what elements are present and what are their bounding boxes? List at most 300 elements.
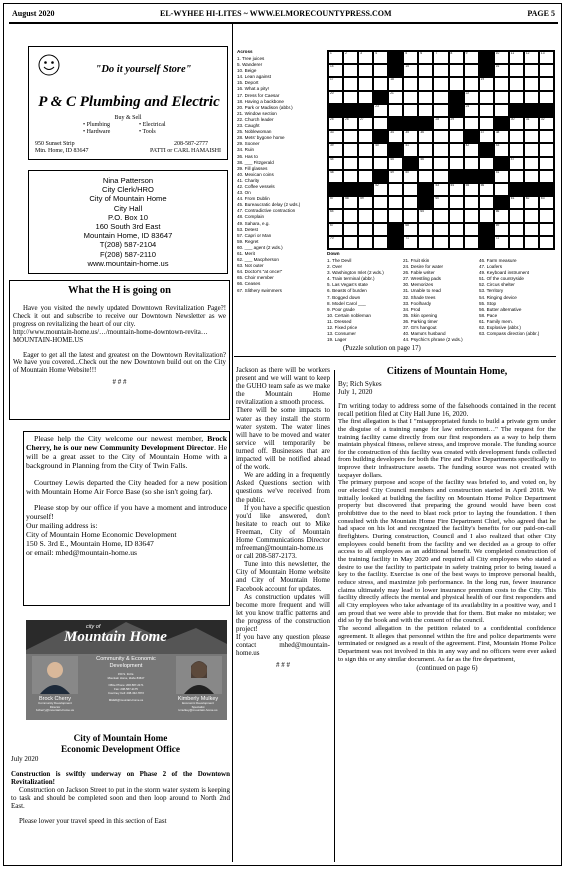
crossword-block <box>494 196 509 209</box>
ad-phone: 208-587-2777 <box>174 141 208 147</box>
crossword-cell[interactable] <box>539 223 554 236</box>
crossword-cell[interactable] <box>343 209 358 222</box>
crossword-cell[interactable] <box>509 64 524 77</box>
crossword-cell[interactable] <box>539 170 554 183</box>
card-cell: Courtney Cell: 208-432-7872 <box>108 691 144 695</box>
middle-para-4: If you have a specific question you'd like answered, don't hesitate to reach out to Mike Freeman, City of Mountain Home Communications Director mfreeman@mountain-home.us or call 208-587-2173. <box>236 503 330 561</box>
crossword-cell[interactable] <box>328 143 343 156</box>
crossword-cell[interactable] <box>403 91 418 104</box>
crossword-cell[interactable] <box>358 170 373 183</box>
crossword-block <box>373 130 388 143</box>
header-date: August 2020 <box>12 9 55 18</box>
crossword-cell[interactable] <box>373 209 388 222</box>
crossword-cell[interactable] <box>509 170 524 183</box>
crossword-cell[interactable] <box>509 143 524 156</box>
column-divider <box>232 24 233 862</box>
welcome-email: or email: mhed@mountain-home.us <box>26 547 138 557</box>
crossword-block <box>418 117 433 130</box>
clerk-fax: F(208) 587-2110 <box>99 249 156 259</box>
crossword-cell[interactable] <box>464 64 479 77</box>
crossword-cell[interactable] <box>343 64 358 77</box>
crossword-cell[interactable] <box>509 223 524 236</box>
citizens-para-1: I'm writing today to address some of the falsehoods contained in the recent recall petition filed at City Hall June 16, 2020. <box>338 402 556 419</box>
crossword-cell[interactable] <box>343 77 358 90</box>
crossword-cell[interactable] <box>373 196 388 209</box>
crossword-cell[interactable] <box>373 223 388 236</box>
cell-number: 31 <box>525 116 530 121</box>
crossword-cell[interactable] <box>479 104 494 117</box>
crossword-cell[interactable] <box>524 196 539 209</box>
middle-column-article <box>236 366 330 669</box>
crossword-cell[interactable] <box>418 77 433 90</box>
crossword-cell[interactable] <box>388 130 403 143</box>
cell-number: 39 <box>330 143 334 148</box>
crossword-cell[interactable] <box>464 51 479 64</box>
crossword-cell[interactable] <box>343 143 358 156</box>
crossword-cell[interactable] <box>449 117 464 130</box>
crossword-cell[interactable] <box>403 104 418 117</box>
crossword-cell[interactable] <box>524 143 539 156</box>
crossword-cell[interactable] <box>539 91 554 104</box>
crossword-cell[interactable] <box>418 209 433 222</box>
crossword-cell[interactable] <box>358 143 373 156</box>
citizens-title: Citizens of Mountain Home, <box>386 366 508 377</box>
crossword-cell[interactable] <box>373 143 388 156</box>
crossword-cell[interactable] <box>343 130 358 143</box>
crossword-cell[interactable] <box>418 91 433 104</box>
crossword-cell[interactable] <box>328 64 343 77</box>
crossword-cell[interactable] <box>433 209 448 222</box>
cell-number: 11 <box>510 51 515 55</box>
crossword-cell[interactable] <box>403 236 418 249</box>
crossword-cell[interactable] <box>403 183 418 196</box>
crossword-cell[interactable] <box>433 77 448 90</box>
crossword-cell[interactable] <box>524 51 539 64</box>
cell-number: 21 <box>390 90 394 95</box>
welcome-name-bold: Brock Cherry, he is our new Community Development Director <box>26 434 227 452</box>
crossword-cell[interactable] <box>358 51 373 64</box>
crossword-cell[interactable] <box>433 143 448 156</box>
card-logo-text: Mountain Home <box>64 629 167 645</box>
crossword-cell[interactable] <box>358 196 373 209</box>
clue-item: 27. Wrestling pads <box>403 276 441 282</box>
crossword-cell[interactable] <box>403 51 418 64</box>
cell-number: 10 <box>495 51 500 55</box>
crossword-cell[interactable] <box>358 157 373 170</box>
crossword-cell[interactable] <box>464 143 479 156</box>
card-left-person <box>26 696 84 713</box>
crossword-cell[interactable] <box>373 104 388 117</box>
across-title: Across <box>237 49 253 54</box>
crossword-cell[interactable] <box>388 170 403 183</box>
crossword-cell[interactable] <box>403 130 418 143</box>
clue-item: 60. ___ agent (2 wds.) <box>237 244 283 250</box>
crossword-block <box>509 104 524 117</box>
crossword-cell[interactable] <box>449 223 464 236</box>
crossword-block <box>479 236 494 249</box>
crossword-cell[interactable] <box>449 143 464 156</box>
crossword-cell[interactable] <box>509 91 524 104</box>
cell-number: 42 <box>465 143 470 148</box>
crossword-cell[interactable] <box>388 157 403 170</box>
crossword-cell[interactable] <box>388 183 403 196</box>
crossword-cell[interactable] <box>343 117 358 130</box>
card-left-email: bcherry@mountain-home.us <box>36 708 74 713</box>
crossword-cell[interactable] <box>433 170 448 183</box>
crossword-cell[interactable] <box>494 91 509 104</box>
crossword-cell[interactable] <box>464 236 479 249</box>
clue-item: 49. Keyboard instrument <box>479 270 530 276</box>
crossword-block <box>373 170 388 183</box>
crossword-cell[interactable] <box>358 209 373 222</box>
crossword-cell[interactable] <box>343 157 358 170</box>
crossword-cell[interactable] <box>539 157 554 170</box>
crossword-cell[interactable] <box>464 183 479 196</box>
crossword-cell[interactable] <box>358 130 373 143</box>
cell-number: 5 <box>405 51 408 55</box>
clue-item: 58. Pace <box>479 312 498 318</box>
ad-tagline: "Do it yourself Store" <box>95 64 192 75</box>
crossword-cell[interactable] <box>524 170 539 183</box>
crossword-cell[interactable] <box>373 157 388 170</box>
crossword-block <box>524 183 539 196</box>
card-dept-2: Development <box>109 663 143 669</box>
card-addr-2: Mountain Home, Idaho 83647 <box>107 676 145 680</box>
clue-item: 2. Over <box>327 264 343 270</box>
crossword-cell[interactable] <box>464 77 479 90</box>
crossword-cell[interactable] <box>479 183 494 196</box>
clue-item: 62. ___ Macpherson <box>237 257 279 263</box>
card-dept-1: Community & Economic <box>96 656 156 662</box>
crossword-cell[interactable] <box>494 170 509 183</box>
crossword-cell[interactable] <box>494 183 509 196</box>
clue-item: 1. The Devil <box>327 258 352 263</box>
crossword-block <box>358 104 373 117</box>
middle-para-2: There will be some impacts to water as they install the storm water system. The water lines will have to be moved and water service will temporarily be turned off. Businesses that are impacted will be notified ahead of the work. <box>236 406 330 472</box>
crossword-cell[interactable] <box>418 104 433 117</box>
clue-item: 47. Loafers <box>479 264 502 270</box>
crossword-cell[interactable] <box>524 130 539 143</box>
crossword-cell[interactable] <box>373 236 388 249</box>
economic-development-card <box>26 620 227 720</box>
downtown-link[interactable]: http://www.mountain-home.us/…/mountain-home-downtown-revita… <box>13 328 208 336</box>
crossword-cell[interactable] <box>403 64 418 77</box>
clue-item: 11. Dressed <box>327 318 352 324</box>
crossword-cell[interactable] <box>418 130 433 143</box>
crossword-block <box>449 91 464 104</box>
clue-item: 63. Not outer <box>237 263 264 269</box>
crossword-cell[interactable] <box>403 196 418 209</box>
crossword-cell[interactable] <box>479 91 494 104</box>
crossword-cell[interactable] <box>539 130 554 143</box>
clue-item: 18. Having a backbone <box>237 98 284 104</box>
section-end-mark: # # # <box>112 378 127 387</box>
crossword-cell[interactable] <box>403 170 418 183</box>
crossword-block <box>418 183 433 196</box>
crossword-cell[interactable] <box>433 196 448 209</box>
crossword-cell[interactable] <box>509 51 524 64</box>
crossword-cell[interactable] <box>539 209 554 222</box>
cell-number: 24 <box>465 103 470 108</box>
crossword-cell[interactable] <box>373 77 388 90</box>
cell-number: 53 <box>435 182 439 187</box>
crossword-cell[interactable] <box>358 223 373 236</box>
what-the-h-section <box>9 280 230 420</box>
crossword-cell[interactable] <box>373 117 388 130</box>
crossword-cell[interactable] <box>388 104 403 117</box>
card-city-of: city of <box>86 624 101 630</box>
clue-item: 22. Church leader <box>237 116 274 122</box>
crossword-cell[interactable] <box>328 51 343 64</box>
crossword-cell[interactable] <box>464 157 479 170</box>
cell-number: 67 <box>330 222 334 227</box>
clue-item: 56. Butter alternative <box>479 306 522 312</box>
ad-owners: PATTI or CARL HAMAISHI <box>150 148 222 154</box>
clue-item: 3. Washington Inlet (2 wds.) <box>327 270 384 276</box>
crossword-cell[interactable] <box>343 236 358 249</box>
cell-number: 18 <box>390 77 394 82</box>
crossword-cell[interactable] <box>494 104 509 117</box>
clue-item: 67. Slithery swimmers <box>237 287 282 293</box>
crossword-cell[interactable] <box>494 223 509 236</box>
crossword-cell[interactable] <box>433 183 448 196</box>
crossword-block <box>464 170 479 183</box>
portrait-photo <box>176 656 222 694</box>
clue-item: 1. Tree juices <box>237 56 265 61</box>
cell-number: 17 <box>330 77 334 82</box>
crossword-cell[interactable] <box>479 77 494 90</box>
crossword-grid[interactable] <box>327 50 555 250</box>
crossword-cell[interactable] <box>524 91 539 104</box>
crossword-cell[interactable] <box>449 196 464 209</box>
crossword-cell[interactable] <box>464 223 479 236</box>
crossword-cell[interactable] <box>524 157 539 170</box>
crossword-cell[interactable] <box>524 223 539 236</box>
cell-number: 62 <box>525 196 530 201</box>
crossword-cell[interactable] <box>449 209 464 222</box>
clue-item: 38. ___ Fitzgerald <box>237 159 274 165</box>
crossword-cell[interactable] <box>449 236 464 249</box>
clerk-name: Nina Patterson <box>102 176 154 185</box>
crossword-cell[interactable] <box>464 104 479 117</box>
crossword-cell[interactable] <box>479 117 494 130</box>
crossword-cell[interactable] <box>328 223 343 236</box>
crossword-cell[interactable] <box>479 130 494 143</box>
clue-item: 53. Detest <box>237 226 258 232</box>
crossword-cell[interactable] <box>343 196 358 209</box>
cell-number: 64 <box>330 209 334 214</box>
crossword-cell[interactable] <box>403 77 418 90</box>
crossword-cell[interactable] <box>539 196 554 209</box>
crossword-cell[interactable] <box>388 91 403 104</box>
cell-number: 59 <box>360 196 364 201</box>
crossword-block <box>343 183 358 196</box>
crossword-cell[interactable] <box>418 236 433 249</box>
crossword-cell[interactable] <box>328 117 343 130</box>
crossword-cell[interactable] <box>358 236 373 249</box>
crossword-cell[interactable] <box>433 236 448 249</box>
crossword-cell[interactable] <box>494 130 509 143</box>
cell-number: 1 <box>330 51 332 55</box>
crossword-cell[interactable] <box>494 64 509 77</box>
crossword-cell[interactable] <box>449 77 464 90</box>
crossword-block <box>539 104 554 117</box>
crossword-cell[interactable] <box>388 196 403 209</box>
cell-number: 13 <box>540 51 545 55</box>
crossword-cell[interactable] <box>418 143 433 156</box>
crossword-cell[interactable] <box>433 51 448 64</box>
crossword-cell[interactable] <box>524 236 539 249</box>
crossword-cell[interactable] <box>358 77 373 90</box>
crossword-cell[interactable] <box>433 91 448 104</box>
middle-para-7: If you have any question please contact mhed@mountain-home.us <box>236 633 330 658</box>
clue-item: 8. Model Carol ___ <box>327 300 366 306</box>
crossword-cell[interactable] <box>464 117 479 130</box>
card-office-phone: Office Phone: 208-587-2171 <box>108 683 144 687</box>
crossword-block <box>524 104 539 117</box>
crossword-cell[interactable] <box>418 64 433 77</box>
crossword-cell[interactable] <box>479 157 494 170</box>
crossword-block <box>403 157 418 170</box>
crossword-cell[interactable] <box>343 170 358 183</box>
crossword-cell[interactable] <box>328 91 343 104</box>
crossword-cell[interactable] <box>449 64 464 77</box>
crossword-cell[interactable] <box>494 236 509 249</box>
crossword-cell[interactable] <box>524 209 539 222</box>
crossword-cell[interactable] <box>494 51 509 64</box>
crossword-cell[interactable] <box>539 64 554 77</box>
crossword-cell[interactable] <box>464 196 479 209</box>
crossword-cell[interactable] <box>509 130 524 143</box>
cell-number: 37 <box>480 130 485 135</box>
crossword-cell[interactable] <box>403 223 418 236</box>
crossword-block <box>509 183 524 196</box>
crossword-cell[interactable] <box>358 117 373 130</box>
cell-number: 6 <box>420 51 423 55</box>
crossword-block <box>358 183 373 196</box>
card-right-person <box>169 696 227 713</box>
crossword-cell[interactable] <box>449 157 464 170</box>
crossword-block <box>388 223 403 236</box>
down-clues-3 <box>479 258 555 337</box>
crossword-cell[interactable] <box>418 223 433 236</box>
welcome-para-1 <box>26 435 227 471</box>
card-right-title-2: Specialist <box>191 704 205 709</box>
crossword-cell[interactable] <box>494 143 509 156</box>
portrait-photo <box>32 656 78 694</box>
crossword-cell[interactable] <box>328 130 343 143</box>
crossword-cell[interactable] <box>449 51 464 64</box>
clue-item: 14. Lean against <box>237 74 271 80</box>
crossword-cell[interactable] <box>509 209 524 222</box>
crossword-cell[interactable] <box>418 51 433 64</box>
crossword-cell[interactable] <box>328 236 343 249</box>
cell-number: 63 <box>540 196 545 201</box>
crossword-cell[interactable] <box>464 91 479 104</box>
crossword-cell[interactable] <box>388 77 403 90</box>
crossword-cell[interactable] <box>388 209 403 222</box>
crossword-block <box>328 183 343 196</box>
crossword-cell[interactable] <box>464 209 479 222</box>
cell-number: 40 <box>375 143 379 148</box>
crossword-cell[interactable] <box>418 157 433 170</box>
crossword-cell[interactable] <box>509 196 524 209</box>
crossword-cell[interactable] <box>539 51 554 64</box>
crossword-cell[interactable] <box>433 104 448 117</box>
crossword-cell[interactable] <box>433 64 448 77</box>
crossword-cell[interactable] <box>494 209 509 222</box>
clue-item: 48. Complain <box>237 214 265 220</box>
crossword-cell[interactable] <box>358 64 373 77</box>
crossword-cell[interactable] <box>373 51 388 64</box>
crossword-cell[interactable] <box>343 51 358 64</box>
clerk-pobox: P.O. Box 10 <box>108 212 148 222</box>
clue-item: 36. Parking timer <box>403 318 438 324</box>
crossword-cell[interactable] <box>373 64 388 77</box>
crossword-cell[interactable] <box>328 196 343 209</box>
crossword-cell[interactable] <box>524 117 539 130</box>
clue-item: 42. Coffee vessels <box>237 183 275 189</box>
crossword-cell[interactable] <box>494 77 509 90</box>
down-clues-2 <box>403 258 477 343</box>
crossword-cell[interactable] <box>539 77 554 90</box>
ad-address-1: 950 Sunset Strip <box>35 141 75 147</box>
crossword-cell[interactable] <box>539 236 554 249</box>
cell-number: 46 <box>420 156 424 161</box>
crossword-cell[interactable] <box>433 117 448 130</box>
crossword-cell[interactable] <box>328 157 343 170</box>
clue-item: 44. From Dublin <box>237 196 270 202</box>
clue-item: 39. Fill glasses <box>237 165 268 171</box>
crossword-cell[interactable] <box>373 183 388 196</box>
crossword-cell[interactable] <box>524 64 539 77</box>
cell-number: 48 <box>330 169 334 174</box>
crossword-cell[interactable] <box>328 170 343 183</box>
crossword-cell[interactable] <box>328 209 343 222</box>
crossword-cell[interactable] <box>539 117 554 130</box>
crossword-cell[interactable] <box>539 143 554 156</box>
crossword-cell[interactable] <box>403 209 418 222</box>
crossword-cell[interactable] <box>433 223 448 236</box>
clue-item: 43. On <box>237 190 251 196</box>
crossword-cell[interactable] <box>509 236 524 249</box>
crossword-cell[interactable] <box>509 157 524 170</box>
crossword-cell[interactable] <box>433 130 448 143</box>
crossword-cell[interactable] <box>343 91 358 104</box>
crossword-cell[interactable] <box>403 143 418 156</box>
crossword-cell[interactable] <box>433 157 448 170</box>
clue-item: 31. Unable to read <box>403 288 441 294</box>
crossword-cell[interactable] <box>418 170 433 183</box>
clue-item: 13. Consumer <box>327 331 356 337</box>
cell-number: 7 <box>435 51 438 55</box>
cell-number: 43 <box>495 143 500 148</box>
middle-end-mark: # # # <box>276 661 290 670</box>
crossword-cell[interactable] <box>343 223 358 236</box>
crossword-cell[interactable] <box>449 183 464 196</box>
crossword-cell[interactable] <box>358 91 373 104</box>
crossword-cell[interactable] <box>449 130 464 143</box>
clue-item: 54. Ringing device <box>479 294 517 300</box>
crossword-cell[interactable] <box>479 209 494 222</box>
welcome-para-3: Please stop by our office if you have a moment and introduce yourself! <box>26 503 227 522</box>
crossword-cell[interactable] <box>509 117 524 130</box>
crossword-cell[interactable] <box>328 77 343 90</box>
clue-item: 52. Circus shelter <box>479 282 515 288</box>
crossword-cell[interactable] <box>524 77 539 90</box>
crossword-cell[interactable] <box>479 196 494 209</box>
crossword-cell[interactable] <box>509 77 524 90</box>
